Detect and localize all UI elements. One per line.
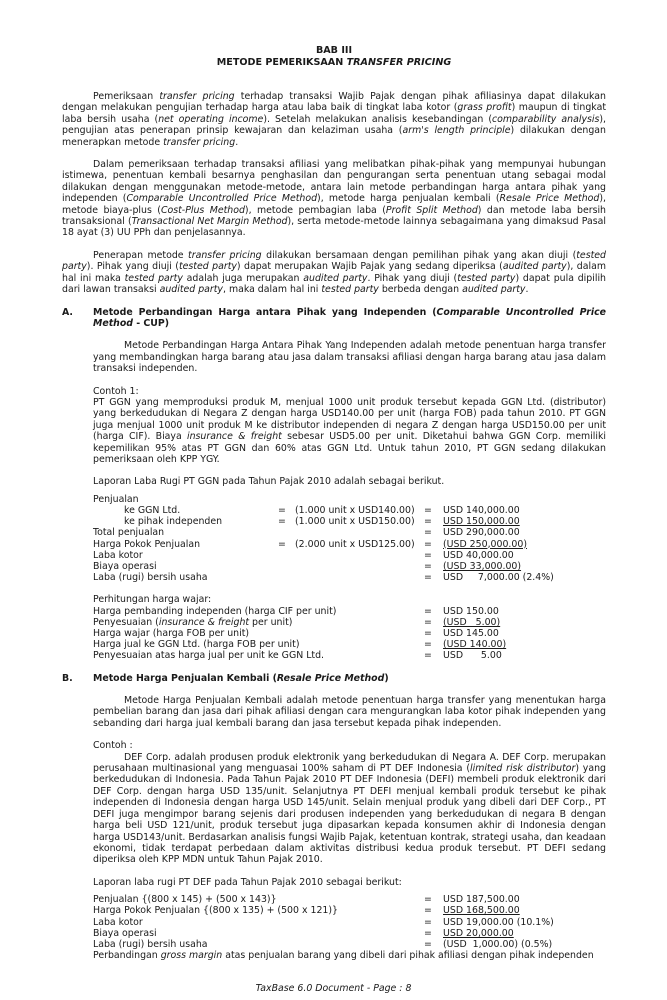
- income-statement-def: [93, 894, 606, 950]
- row-label: ke pihak independen: [124, 516, 223, 528]
- fair-price-row: [93, 639, 606, 650]
- row-label: Biaya operasi: [93, 927, 157, 939]
- row-label: Biaya operasi: [93, 560, 157, 572]
- equals-sign: =: [424, 628, 432, 640]
- statement-row: [93, 539, 606, 550]
- document-page: [62, 45, 606, 961]
- row-label: ke GGN Ltd.: [124, 504, 181, 516]
- equals-sign: =: [424, 516, 432, 528]
- section-a-example-text: PT GGN yang memproduksi produk M, menjual 1000 unit produk tersebut kepada GGN Ltd. (distributor) yang berkedudukan di Negara Z dengan harga USD140.00 per unit (harga FOB) pada tahun 2010. PT GGN juga menjual 1000 unit produk M ke distributor independen di negara Z dengan harga USD150.00 per unit (harga CIF). Biaya insurance & freight sebesar USD5.00 per unit. Diketahui bahwa GGN Corp. memiliki kepemilikan 95% atas PT GGN dan 60% atas GGN Ltd. Untuk tahun 2010, PT GGN sedang dilakukan pemeriksaan oleh KPP YGY.: [93, 396, 606, 465]
- statement-row: [93, 550, 606, 561]
- statement-row: [93, 527, 606, 538]
- row-value: (USD 250,000.00): [443, 538, 528, 550]
- equals-sign: =: [424, 527, 432, 539]
- equals-sign: =: [424, 927, 432, 939]
- equals-sign: =: [424, 938, 432, 950]
- row-value: USD 5.00: [443, 650, 502, 662]
- row-value: (USD 1,000.00) (0.5%): [443, 938, 553, 950]
- equals-sign: =: [424, 894, 432, 906]
- row-label: Laba (rugi) bersih usaha: [93, 938, 208, 950]
- row-value: USD 145.00: [443, 628, 499, 640]
- fair-price-row: [93, 650, 606, 661]
- row-value: USD 150,000.00: [443, 516, 520, 528]
- fair-price-row: [93, 617, 606, 628]
- statement-row: [93, 561, 606, 572]
- section-b-heading: B. Metode Harga Penjualan Kembali (Resale Price Method): [62, 672, 389, 684]
- row-value: USD 290,000.00: [443, 527, 520, 539]
- section-b-example-text: DEF Corp. adalah produsen produk elektronik yang berkedudukan di Negara A. DEF Corp. merupakan perusahaan multinasional yang menguasai 100% saham di PT DEF Indonesia (limited risk distributor) yang berkedudukan di Indonesia. Pada Tahun Pajak 2010 PT DEF Indonesia (DEFI) membeli produk elektronik dari DEF Corp. dengan harga USD 135/unit. Selanjutnya PT DEFI menjual kembali produk tersebut ke pihak independen di Indonesia dengan harga USD 145/unit. Selain menjual produk yang dibeli dari DEF Corp., PT DEFI juga mengimpor barang sejenis dari produsen independen yang berkedudukan di negara B dengan harga beli USD 121/unit, produk tersebut juga dipasarkan kepada konsumen akhir di Indonesia dengan harga USD143/unit. Berdasarkan analisis fungsi Wajib Pajak, ketentuan kontrak, strategi usaha, dan keadaan ekonomi, tidak terdapat perbedaan dalam aktivitas distribusi kedua produk tersebut. PT DEFI sedang diperiksa oleh KPP MDN untuk Tahun Pajak 2010.: [93, 751, 606, 866]
- statement-row: [93, 905, 606, 916]
- row-label: Penyesuaian atas harga jual per unit ke GGN Ltd.: [93, 650, 325, 662]
- row-label: Laba kotor: [93, 916, 143, 928]
- row-value: (USD 5.00): [443, 616, 501, 628]
- equals-sign: =: [424, 560, 432, 572]
- chapter-number: BAB III: [315, 45, 353, 56]
- section-b-example-label: Contoh :: [93, 740, 133, 752]
- equals-sign: =: [278, 516, 286, 528]
- row-label: Total penjualan: [93, 527, 165, 539]
- section-a-report-intro: Laporan Laba Rugi PT GGN pada Tahun Pajak 2010 adalah sebagai berikut.: [93, 476, 445, 488]
- equals-sign: =: [424, 905, 432, 917]
- equals-sign: =: [424, 916, 432, 928]
- row-value: USD 150.00: [443, 605, 499, 617]
- fair-price-row: [93, 606, 606, 617]
- intro-paragraph-2: Dalam pemeriksaan terhadap transaksi afiliasi yang melibatkan pihak-pihak yang mempunyai hubungan istimewa, penentuan kembali besarnya penghasilan dan pengurangan serta penentuan utang sebagai modal dilakukan dengan menggunakan metode-metode, antara lain metode perbandingan harga antara pihak yang independen (Comparable Uncontrolled Price Method), metode harga penjualan kembali (Resale Price Method), metode biaya-plus (Cost-Plus Method), metode pembagian laba (Profit Split Method) dan metode laba bersih transaksional (Transactional Net Margin Method), serta metode-metode lainnya sebagaimana yang dimaksud Pasal 18 ayat (3) UU PPh dan penjelasannya.: [62, 159, 606, 239]
- equals-sign: =: [424, 605, 432, 617]
- equals-sign: =: [424, 616, 432, 628]
- statement-row: [93, 516, 606, 527]
- section-a-heading: A. Metode Perbandingan Harga antara Pihak yang Independen (Comparable Uncontrolled Price Method - CUP): [62, 306, 606, 329]
- row-label: Harga pembanding independen (harga CIF per unit): [93, 605, 337, 617]
- intro-paragraph-3: Penerapan metode transfer pricing dilakukan bersamaan dengan pemilihan pihak yang akan diuji (tested party). Pihak yang diuji (tested party) dapat merupakan Wajib Pajak yang sedang diperiksa (audited party), dalam hal ini maka tested party adalah juga merupakan audited party. Pihak yang diuji (tested party) dapat pula dipilih dari lawan transaksi audited party, maka dalam hal ini tested party berbeda dengan audited party.: [62, 249, 606, 296]
- section-b-definition: Metode Harga Penjualan Kembali adalah metode penentuan harga transfer yang menentukan harga pembelian barang dan jasa dari pihak afiliasi dengan cara mengurangkan laba kotor pihak independen yang sebanding dari harga jual kembali barang dan jasa tersebut kepada pihak independen.: [93, 695, 606, 729]
- page-footer: TaxBase 6.0 Document - Page : 8: [255, 983, 412, 994]
- equals-sign: =: [278, 504, 286, 516]
- row-value: (USD 33,000.00): [443, 560, 522, 572]
- row-label: Harga Pokok Penjualan: [93, 538, 201, 550]
- equals-sign: =: [424, 538, 432, 550]
- equals-sign: =: [424, 650, 432, 662]
- row-label: Penjualan {(800 x 145) + (500 x 143)}: [93, 894, 277, 906]
- statement-row: [93, 494, 606, 505]
- gross-margin-comparison-line: Perbandingan gross margin atas penjualan barang yang dibeli dari pihak afiliasi dengan pihak independen: [93, 950, 594, 962]
- statement-row: [93, 928, 606, 939]
- intro-paragraph-1: Pemeriksaan transfer pricing terhadap transaksi Wajib Pajak dengan pihak afiliasinya dapat dilakukan dengan melakukan pengujian terhadap harga atau laba baik di tingkat laba kotor (grass profit) maupun di tingkat laba bersih usaha (net operating income). Setelah melakukan analisis kesebandingan (comparability analysis), pengujian atas penerapan prinsip kewajaran dan kelaziman usaha (arm's length principle) dilakukan dengan menerapkan metode transfer pricing.: [62, 91, 607, 148]
- row-label: Harga wajar (harga FOB per unit): [93, 628, 250, 640]
- section-a-definition: Metode Perbandingan Harga Antara Pihak Yang Independen adalah metode penentuan harga transfer yang membandingkan harga barang atau jasa dalam transaksi afiliasi dengan harga barang atau jasa dalam transaksi independen.: [93, 340, 606, 375]
- row-calculation: (2.000 unit x USD125.00): [295, 538, 415, 550]
- row-value: USD 7,000.00 (2.4%): [443, 572, 554, 584]
- row-calculation: (1.000 unit x USD150.00): [295, 516, 415, 528]
- chapter-title: METODE PEMERIKSAAN TRANSFER PRICING: [216, 56, 452, 68]
- row-label: Penyesuaian (insurance & freight per unit): [93, 616, 293, 628]
- equals-sign: =: [424, 572, 432, 584]
- row-value: USD 187,500.00: [443, 894, 520, 906]
- row-label: Harga jual ke GGN Ltd. (harga FOB per unit): [93, 639, 300, 651]
- fair-price-title: Perhitungan harga wajar:: [93, 594, 212, 606]
- row-value: USD 19,000.00 (10.1%): [443, 916, 554, 928]
- statement-row: [93, 572, 606, 583]
- row-value: USD 140,000.00: [443, 504, 520, 516]
- row-label: Penjualan: [93, 493, 139, 505]
- statement-row: [93, 939, 606, 950]
- row-value: USD 40,000.00: [443, 549, 514, 561]
- income-statement-ggn: [93, 494, 606, 584]
- fair-price-calculation: [93, 606, 606, 662]
- fair-price-row: [93, 628, 606, 639]
- equals-sign: =: [424, 549, 432, 561]
- statement-row: [93, 917, 606, 928]
- row-label: Laba kotor: [93, 549, 143, 561]
- row-calculation: (1.000 unit x USD140.00): [295, 504, 415, 516]
- statement-row: [93, 505, 606, 516]
- statement-row: [93, 894, 606, 905]
- equals-sign: =: [424, 639, 432, 651]
- section-a-example-label: Contoh 1:: [93, 385, 139, 397]
- row-value: USD 20,000.00: [443, 927, 514, 939]
- equals-sign: =: [424, 504, 432, 516]
- row-value: USD 168,500.00: [443, 905, 520, 917]
- section-b-report-intro: Laporan laba rugi PT DEF pada Tahun Pajak 2010 sebagai berikut:: [93, 876, 402, 888]
- row-label: Laba (rugi) bersih usaha: [93, 572, 208, 584]
- row-value: (USD 140.00): [443, 639, 507, 651]
- row-label: Harga Pokok Penjualan {(800 x 135) + (500 x 121)}: [93, 905, 339, 917]
- equals-sign: =: [278, 538, 286, 550]
